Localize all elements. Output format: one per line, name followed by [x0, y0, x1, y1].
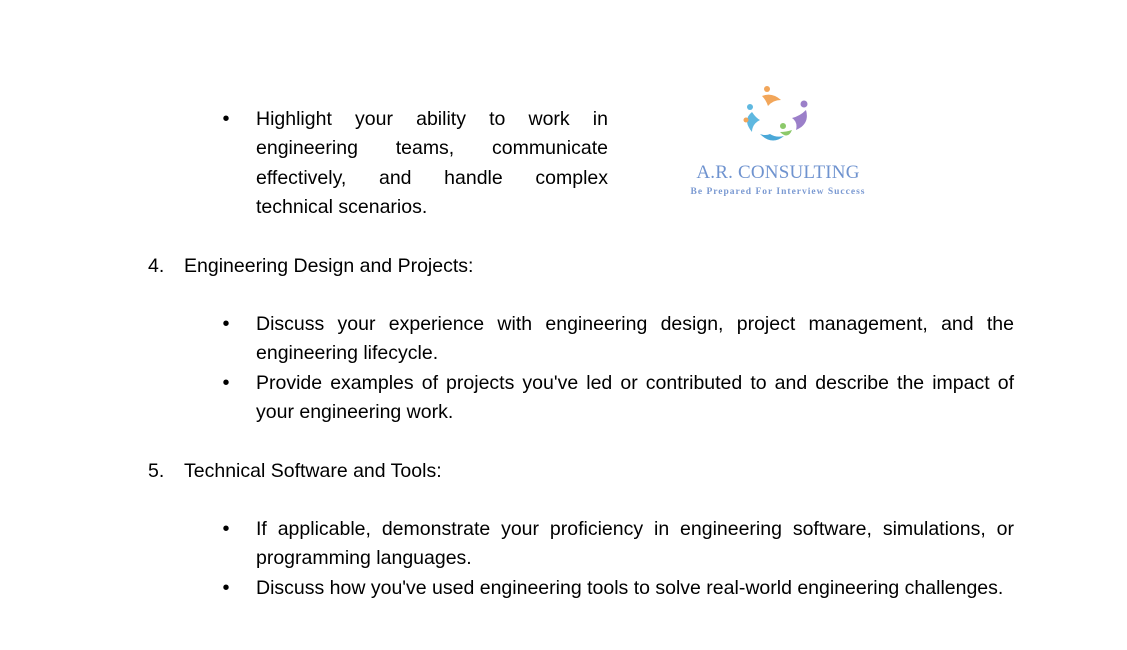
section-heading — [148, 457, 442, 486]
section-number: 4. — [148, 255, 165, 277]
logo-tagline: Be Prepared For Interview Success — [690, 187, 866, 197]
company-logo — [680, 84, 876, 204]
section-number: 5. — [148, 460, 165, 482]
bullet-icon: • — [222, 108, 230, 130]
logo-name: A.R. CONSULTING — [696, 162, 860, 183]
section-bullet-list — [220, 515, 1014, 603]
list-item — [220, 369, 1014, 428]
list-item — [220, 574, 1014, 603]
section-bullet-list — [220, 310, 1014, 427]
people-circle-icon — [680, 84, 876, 160]
section-title: Engineering Design and Projects: — [184, 255, 474, 277]
bullet-text: If applicable, demonstrate your proficiency in engineering software, simulations, or programming languages. — [256, 518, 1014, 570]
bullet-icon: • — [222, 371, 230, 394]
bullet-text: Provide examples of projects you've led or contributed to and describe the impact of your engineering work. — [256, 371, 1014, 423]
bullet-text: Discuss your experience with engineering design, project management, and the engineering lifecycle. — [256, 313, 1014, 365]
section-title: Technical Software and Tools: — [184, 460, 442, 482]
bullet-text: Highlight your ability to work in engineering teams, communicate effectively, and handle complex technical scenarios. — [256, 108, 608, 218]
bullet-text: Discuss how you've used engineering tools to solve real-world engineering challenges. — [256, 576, 1004, 599]
list-item — [220, 515, 1014, 574]
section-heading — [148, 252, 473, 281]
list-item — [220, 310, 1014, 369]
top-bullet-list — [220, 105, 608, 222]
bullet-icon: • — [222, 518, 230, 540]
bullet-icon: • — [222, 576, 230, 599]
list-item — [220, 105, 608, 222]
bullet-icon: • — [222, 313, 230, 335]
